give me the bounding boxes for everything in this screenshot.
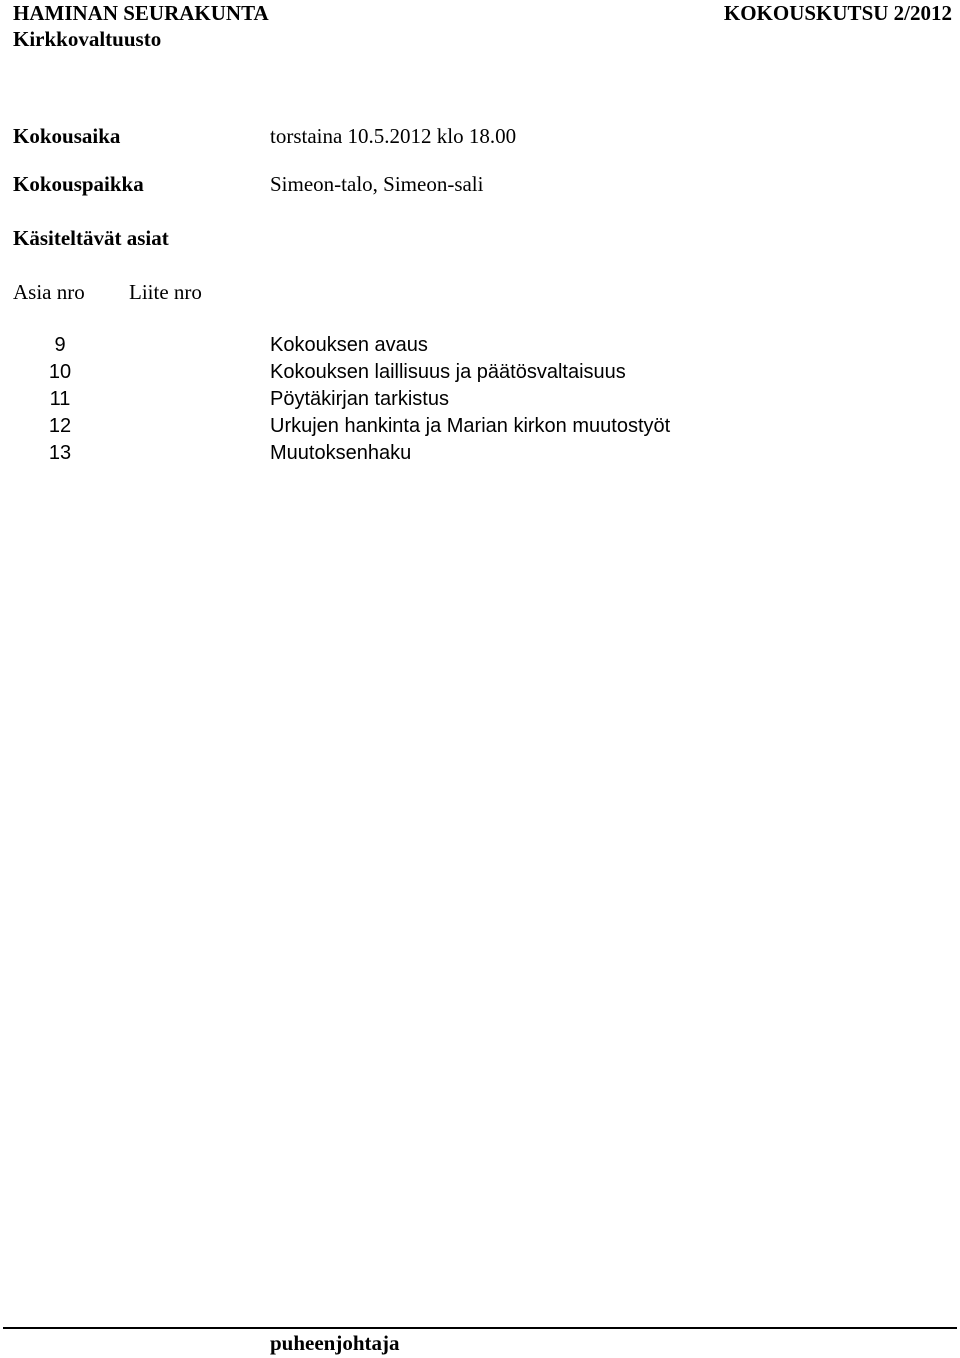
document-id: KOKOUSKUTSU 2/2012 xyxy=(723,1,952,25)
agenda-item-number: 13 xyxy=(48,442,72,464)
meeting-place-label: Kokouspaikka xyxy=(13,172,144,196)
agenda-item-title: Urkujen hankinta ja Marian kirkon muutostyöt xyxy=(270,415,671,437)
agenda-item-number: 11 xyxy=(49,388,71,410)
meeting-time-label: Kokousaika xyxy=(13,124,121,148)
agenda-item-title: Kokouksen avaus xyxy=(270,334,428,356)
agenda-row xyxy=(0,335,960,362)
signature-line xyxy=(3,1327,957,1329)
signature-role: puheenjohtaja xyxy=(270,1331,400,1355)
agenda-row xyxy=(0,362,960,389)
meeting-place-value: Simeon-talo, Simeon-sali xyxy=(270,172,484,196)
agenda-row xyxy=(0,443,960,470)
agenda-item-number: 10 xyxy=(48,361,72,383)
agenda-item-title: Muutoksenhaku xyxy=(270,442,412,464)
governing-body-name: Kirkkovaltuusto xyxy=(13,27,162,51)
agenda-list xyxy=(0,335,960,470)
agenda-heading: Käsiteltävät asiat xyxy=(13,226,169,250)
agenda-row xyxy=(0,416,960,443)
agenda-item-title: Pöytäkirjan tarkistus xyxy=(270,388,449,410)
agenda-item-number: 9 xyxy=(54,334,66,356)
meeting-time-value: torstaina 10.5.2012 klo 18.00 xyxy=(270,124,517,148)
column-header-attachment-number: Liite nro xyxy=(129,280,202,304)
agenda-row xyxy=(0,389,960,416)
column-header-item-number: Asia nro xyxy=(13,280,85,304)
agenda-item-title: Kokouksen laillisuus ja päätösvaltaisuus xyxy=(270,361,626,383)
agenda-item-number: 12 xyxy=(48,415,72,437)
organization-name: HAMINAN SEURAKUNTA xyxy=(13,1,269,25)
